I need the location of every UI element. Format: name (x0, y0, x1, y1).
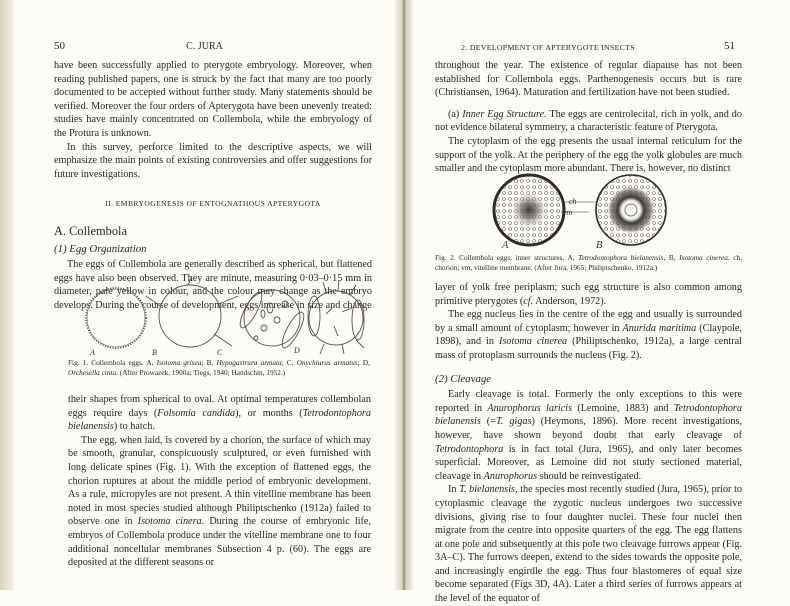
caption-text: ; D, (357, 358, 370, 367)
egg-d (308, 280, 364, 354)
book-gutter (395, 0, 413, 590)
paragraph-inner-structure (435, 108, 742, 135)
left-text-bottom (68, 393, 371, 570)
text-run: Anderson, 1972). (533, 295, 607, 307)
text-run: Early cleavage is total. Formerly the only exceptions to this were reported in (435, 389, 742, 414)
paragraph-cytoplasm: The cytoplasm of the egg presents the usual internal reticulum for the support of the yolk. At the periphery of the egg the yolk globules are much smaller and the cytoplasm more abundant. There is, however, no distinct (435, 135, 742, 175)
text-run: The egg, when laid, is covered by a chorion, the surface of which may be smooth, granular, conspicuously sculptured, or even furnished with long delicate spines (Fig. 1). With the exception of flattened eggs, the chorion ruptures at about the middle period of embryonic development. As a rule, micropyles are not present. A thin vitelline membrane has been noted in most species studied although Philiptschenko (1912a) failed to observe one in (68, 434, 371, 528)
figure-2-label-b: B (596, 240, 603, 251)
caption-species: Onychiurus armatus (296, 358, 358, 367)
right-text-bottom (435, 281, 742, 606)
text-run: (= (480, 416, 496, 428)
text-run: The eggs are centrolecital, rich in yolk, and do not evidence bilateral symmetry, a characteristic feature of Pterygota. (435, 108, 742, 134)
species-name: Anurida maritima (622, 322, 697, 334)
species-name: T. bielanensis (459, 484, 516, 496)
subsubsection-title: Egg Organization (69, 242, 147, 255)
egg-b-inner (596, 175, 666, 245)
caption-species: Hypogastrura armata (216, 358, 282, 367)
caption-species: Orchesella cinta (68, 368, 117, 378)
caption-text: . ch, chorion; vm, vitelline membrane. (After Jura, 1965; Philiptschenko, 1912a.) (435, 253, 742, 273)
species-name: Tetrodontophora bielanensis (68, 407, 371, 433)
caption-species: Tetrodontophora bielanensis (578, 253, 664, 262)
caption-species: Isotoma cinerea (679, 253, 728, 262)
caption-text: ; B, (201, 358, 217, 367)
text-run: . During the course of embryonic life, embryos of Collembola produce under the vitelline membrane one to four additional noncellular membranes Subsection 4 p. (60). The eggs are deposited at the different seasons or (68, 516, 371, 569)
text-run: In (448, 484, 460, 496)
section-heading: II. EMBRYOGENESIS OF ENTOGNATHOUS APTERYGOTA (105, 199, 321, 209)
text-run: ) (Heymons, 1896). More recent investigations, however, have shown beyond doubt that early cleavage of (435, 416, 742, 441)
caption-text: . (After Prowazek, 1900a; Tiegs, 1940; Handschin, 1952.) (116, 368, 286, 378)
running-head: C. JURA (186, 41, 223, 52)
cleavage-number: (2) (435, 372, 448, 385)
caption-text: Fig. 1. Collembola eggs. A, (68, 358, 157, 367)
left-page (14, 0, 395, 590)
page-number: 50 (54, 40, 65, 52)
text-run: ), or months ( (235, 407, 303, 419)
paragraph-shapes (68, 393, 371, 434)
caption-species: Isotoma grisea (156, 358, 202, 367)
page-edge (0, 0, 14, 590)
text-run: is in fact total (Jura, 1965), and only later becomes superficial. Moreover, as Lemoine did not study sectioned material, cleavage in (435, 443, 742, 482)
species-name: Anurophorus (483, 470, 538, 482)
figure-1-label-b: B (152, 348, 157, 357)
caption-text: , B, (663, 253, 680, 262)
species-name: Anurophorus laricis (487, 402, 573, 414)
figure-1-caption (68, 358, 370, 379)
page-number: 51 (724, 40, 735, 52)
text-run: The egg nucleus lies in the centre of the egg and usually is surrounded by a small amount of cytoplasm; however in (435, 309, 742, 334)
text-run: (Claypole, 1898), and in (435, 322, 742, 348)
text-run: (Lemoine, 1883) and (572, 402, 674, 414)
text-run: ) to hatch. (113, 421, 155, 433)
right-page (413, 0, 790, 605)
egg-a (86, 288, 146, 348)
cleavage-title: Cleavage (450, 372, 492, 385)
callout-vm: vm (563, 208, 573, 217)
figure-1-drawing (80, 278, 370, 358)
figure-1-label-c: C (217, 348, 223, 357)
paragraph-survey: In this survey, perforce limited to the descriptive aspects, we will emphasize the main points of existing controversies and offer suggestions for future investigations. (54, 141, 372, 180)
subsubsection-number: (1) (54, 242, 67, 255)
caption-text: Fig. 2. Collembola eggs, inner structures. A, (435, 253, 579, 262)
species-name: Isotoma cinera (137, 516, 202, 528)
subsubsection-heading (54, 243, 372, 257)
figure-2-caption (435, 253, 742, 274)
callout-ch: ch (569, 197, 577, 206)
figure-1-label-a: A (90, 348, 95, 357)
running-head: 2. DEVELOPMENT OF APTERYGOTE INSECTS (461, 43, 635, 52)
text-run: , the species most recently studied (Jura, 1965), prior to cytoplasmic cleavage the zygotic nucleus undergoes two successive divisions, giving rise to four daughter nuclei. These four nuclei then migrate from the centre into opposite quarters of the egg. The egg flattens at one pole and subsequently at this pole two cleavage furrows appear (Fig. 3A–C). The furrows deepen, extend to the sides towards the opposite pole, and increasingly engirdle the egg. Thus four blastomeres of equal size become separated (Figs 3D, 4A). Later a third series of furrows appears at the level of the equator of (435, 484, 742, 605)
subsection-heading: A. Collembola (54, 223, 127, 238)
right-text-top (435, 59, 742, 176)
species-name: Tetrodontophora (435, 443, 504, 455)
paragraph-intro: have been successfully applied to pterygote embryology. Moreover, when reading published papers, one is struck by the fact that many are too poorly documented to be accepted without further study. Many statements should be verified. Moreover the four orders of Apterygota have been unevenly treated: studies have mainly concentrated on Collembola, while the embryology of the Protura is unknown. (54, 60, 372, 139)
text-run: should be reinvestigated. (537, 470, 642, 482)
paragraph-bielanensis (435, 483, 742, 605)
paragraph-eggs: The eggs of Collembola are generally described as spherical, but flattened eggs have also been observed. They are minute, measuring 0·03–0·15 mm in diameter, pale yellow in colour, and the colour may change as the embryo develops. During the course of development, eggs increase in size and change (54, 259, 372, 311)
figure-1-label-d: D (294, 346, 300, 355)
text-run: layer of yolk free periplasm; such egg structure is also common among primitive pterygotes ( (435, 282, 742, 307)
figure-2-label-a: A (502, 240, 509, 251)
text-run: (a) (448, 108, 463, 120)
paragraph-egg-laid (68, 434, 371, 570)
paragraph-layer (435, 281, 742, 308)
cleavage-heading (435, 373, 742, 387)
text-run: their shapes from spherical to oval. At optimal temperatures collembolan eggs require days ( (68, 394, 371, 419)
species-name: Tetrodontophora bielanensis (435, 402, 742, 428)
egg-b (159, 285, 221, 347)
species-name: T. gigas (495, 416, 532, 428)
text-run: (Philiptschenko, 1912a), a large central mass of protoplasm surrounds the nucleus (Fig. 2). (435, 336, 742, 361)
egg-c (236, 290, 307, 351)
egg-a-inner (494, 175, 564, 245)
text-italic: cf. (523, 295, 534, 307)
paragraph-nucleus (435, 308, 742, 362)
left-text-top (54, 59, 372, 313)
figure-2-drawing (489, 172, 719, 247)
caption-text: ; C, (281, 358, 297, 367)
species-name: Isotoma cinerea (499, 336, 568, 348)
species-name: Folsomia candida (157, 407, 236, 419)
paragraph-cleavage (435, 388, 742, 483)
paragraph-title: Inner Egg Structure. (462, 108, 547, 120)
paragraph-throughout: throughout the year. The existence of regular diapause has not been established for Collembola eggs. Parthenogenesis occurs but is rare (Christiansen, 1964). Maturation and fertilization have not been studied. (435, 60, 742, 99)
